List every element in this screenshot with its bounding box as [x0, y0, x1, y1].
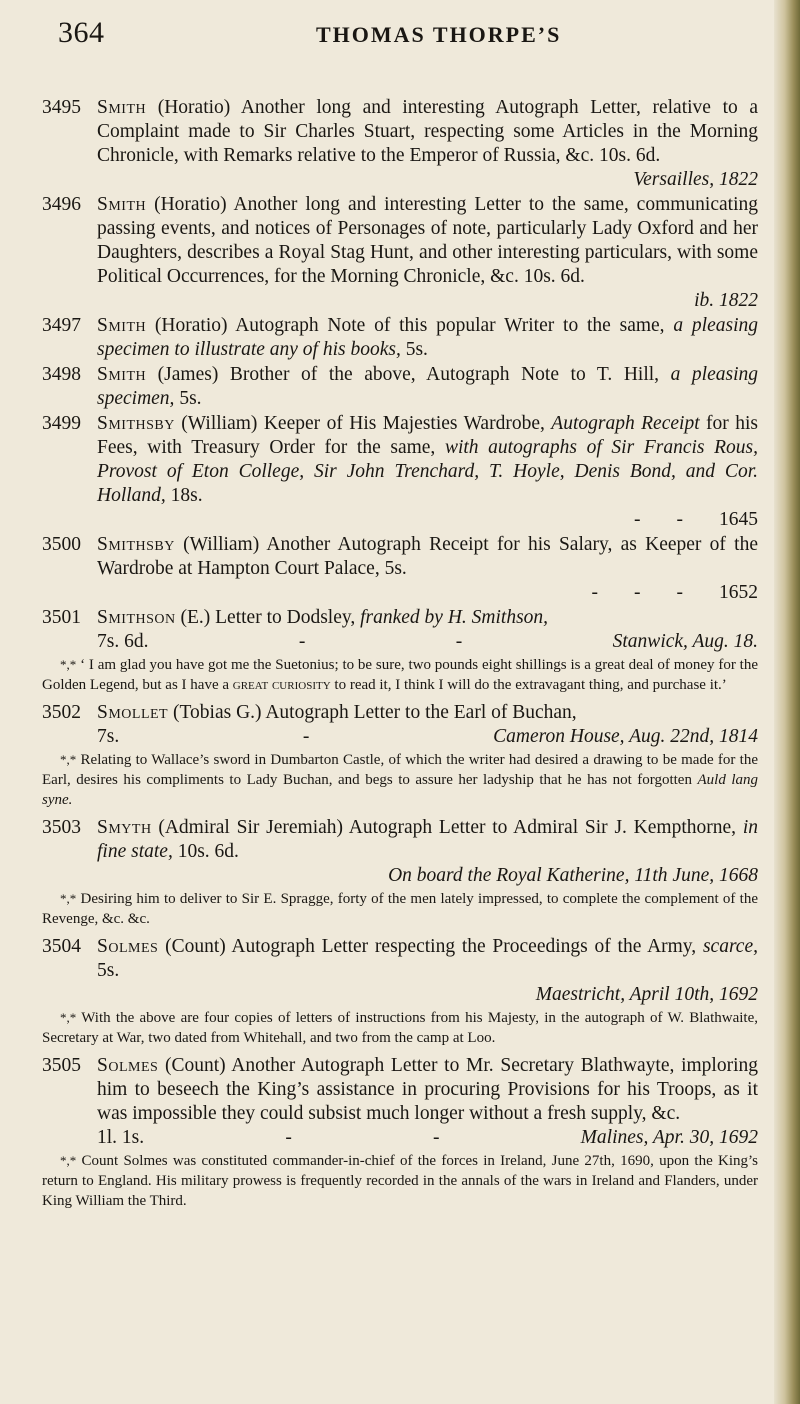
entry-number: 3505	[42, 1055, 81, 1076]
entry-price: 5s.	[174, 388, 202, 409]
entry-place-date	[97, 289, 758, 313]
entry-description: (William) Keeper of His Majesties Wardrobe,	[174, 413, 552, 434]
entry-name: Smith	[97, 194, 147, 215]
footnote-italic: Auld lang syne.	[42, 772, 758, 808]
footnote-mark: *,*	[60, 657, 77, 672]
entry-place: Malines, Apr. 30,	[580, 1127, 715, 1148]
footnote-text-cont: to read it, I think I will do the extravagant thing, and purchase it.’	[330, 677, 727, 693]
entry-name: Smith	[97, 97, 147, 118]
footnote	[42, 1151, 758, 1211]
catalogue-entry	[42, 363, 758, 411]
entry-italic-note: franked by H. Smithson,	[360, 607, 549, 628]
entry-number: 3498	[42, 364, 81, 385]
catalogue-entry	[42, 193, 758, 313]
entry-date: 1668	[714, 865, 758, 886]
entry-date: 1822	[714, 290, 758, 311]
entry-description: (Count) Autograph Letter respecting the Proceedings of the Army,	[158, 936, 703, 957]
entry-date: 1822	[714, 169, 758, 190]
entry-place: Stanwick, Aug.	[612, 631, 729, 652]
entry-name: Smyth	[97, 817, 152, 838]
entry-name: Smithson	[97, 607, 176, 628]
entry-place: Maestricht, April 10th,	[535, 984, 715, 1005]
entry-description: (William) Another Autograph Receipt for his Salary, as Keeper of the Wardrobe at Hampton Court Palace, 5s.	[97, 534, 758, 579]
entry-description: (Count) Another Autograph Letter to Mr. Secretary Blathwayte, imploring him to beseech the King’s assistance in procuring Provisions for his Troops, as it was impossible they could subsist much longer without a fresh supply, &c.	[97, 1055, 758, 1124]
entry-price: 1l. 1s.	[97, 1127, 145, 1148]
entry-dash: -	[591, 582, 598, 603]
entry-price: 10s. 6d.	[172, 841, 239, 862]
entry-number: 3503	[42, 817, 81, 838]
entry-italic-note: in fine state,	[97, 817, 758, 862]
entry-place: On board the Royal Katherine, 11th June,	[388, 865, 715, 886]
entry-name: Solmes	[97, 1055, 159, 1076]
entry-place-date	[97, 983, 758, 1007]
entry-place: Cameron House, Aug. 22nd,	[493, 726, 715, 747]
entry-description-cont: for his Fees, with Treasury Order for the same,	[97, 413, 758, 458]
catalogue-entry	[42, 314, 758, 362]
entry-date: 18.	[728, 631, 758, 652]
entry-description: (Admiral Sir Jeremiah) Autograph Letter to Admiral Sir J. Kempthorne,	[151, 817, 743, 838]
footnote-mark: *,*	[60, 1010, 77, 1025]
entry-price: 7s.	[97, 726, 120, 747]
entry-dash: -	[302, 726, 310, 747]
catalogue-listing	[42, 96, 758, 1217]
catalogue-entry	[42, 935, 758, 1007]
page-edge-shadow	[774, 0, 800, 1404]
catalogue-entry	[42, 701, 758, 749]
entry-description: (E.) Letter to Dodsley,	[175, 607, 361, 628]
footnote-text: Desiring him to deliver to Sir E. Spragge, forty of the men lately impressed, to complete the complement of the Revenge, &c. &c.	[42, 891, 758, 927]
entry-name: Smithsby	[97, 534, 175, 555]
footnote-text: With the above are four copies of letters of instructions from his Majesty, in the autograph of W. Blathwaite, Secretary at War, two dated from Whitehall, and two from the camp at Loo.	[42, 1010, 758, 1046]
entry-number: 3497	[42, 315, 81, 336]
entry-name: Smith	[97, 364, 147, 385]
entry-italic-note: a pleasing specimen to illustrate any of his books,	[97, 315, 758, 360]
entry-date: 1692	[714, 984, 758, 1005]
entry-dash: -	[634, 582, 641, 603]
running-title: THOMAS THORPE’S	[316, 22, 562, 47]
entry-date: 1692	[714, 1127, 758, 1148]
entry-price: 7s. 6d.	[97, 631, 149, 652]
entry-dash: -	[676, 582, 683, 603]
entry-name: Solmes	[97, 936, 159, 957]
entry-name: Smith	[97, 315, 147, 336]
footnote	[42, 889, 758, 929]
entry-dash: -	[298, 631, 306, 652]
footnote-caps: great curiosity	[232, 677, 331, 693]
entry-place-date	[97, 864, 758, 888]
entry-description: (Horatio) Another long and interesting Letter to the same, communicating passing events, and notices of Personages of note, particularly Lady Oxford and her Daughters, describes a Royal Stag Hunt, and other interesting particulars, with some Political Occurrences, for the Morning Chronicle, &c. 10s. 6d.	[97, 194, 758, 287]
footnote-text: Relating to Wallace’s sword in Dumbarton Castle, of which the writer had desired a drawing to be made for the Earl, desires his compliments to Lady Buchan, and begs to assure her ladyship that he has not forgotten	[42, 752, 758, 788]
entry-description: (James) Brother of the above, Autograph Note to T. Hill,	[146, 364, 671, 385]
entry-place-date	[97, 1126, 758, 1150]
entry-number: 3499	[42, 413, 81, 434]
entry-dash: -	[432, 1127, 440, 1148]
catalogue-entry	[42, 606, 758, 654]
entry-italic-note: Autograph Receipt	[551, 413, 700, 434]
footnote-mark: *,*	[60, 1153, 77, 1168]
entry-name: Smollet	[97, 702, 169, 723]
entry-italic-note: scarce,	[702, 936, 758, 957]
catalogue-entry	[42, 533, 758, 605]
entry-name: Smithsby	[97, 413, 175, 434]
entry-number: 3501	[42, 607, 81, 628]
entry-dash: -	[676, 509, 683, 530]
entry-description: (Horatio) Another long and interesting Autograph Letter, relative to a Complaint made to Sir Charles Stuart, respecting some Articles in the Morning Chronicle, with Remarks relative to the Emperor of Russia, &c. 10s. 6d.	[97, 97, 758, 166]
catalogue-entry	[42, 412, 758, 532]
footnote-text: ‘ I am glad you have got me the Suetonius; to be sure, two pounds eight shillings is a great deal of money for the Golden Legend, but as I have a	[42, 657, 758, 693]
entry-italic-note-2: with autographs of Sir Francis Rous, Provost of Eton College, Sir John Trenchard, T. Hoyle, Denis Bond, and Cor. Holland,	[97, 437, 758, 506]
entry-place-date	[97, 168, 758, 192]
entry-place-date	[97, 725, 758, 749]
entry-description: (Horatio) Autograph Note of this popular Writer to the same,	[146, 315, 674, 336]
entry-number: 3495	[42, 97, 81, 118]
entry-date: 1814	[714, 726, 758, 747]
entry-number: 3500	[42, 534, 81, 555]
entry-dash: -	[455, 631, 463, 652]
entry-dash: -	[634, 509, 641, 530]
catalogue-entry	[42, 816, 758, 888]
entry-price: 5s.	[400, 339, 428, 360]
entry-description: (Tobias G.) Autograph Letter to the Earl of Buchan,	[168, 702, 577, 723]
entry-price: 18s.	[165, 485, 203, 506]
entry-italic-note: a pleasing specimen,	[97, 364, 758, 409]
footnote-mark: *,*	[60, 891, 77, 906]
page-header	[58, 16, 758, 56]
footnote	[42, 1008, 758, 1048]
entry-dash: -	[285, 1127, 292, 1148]
footnote-text: Count Solmes was constituted commander-in-chief of the forces in Ireland, June 27th, 1690, upon the King’s return to England. His military prowess is frequently recorded in the annals of the wars in Ireland and Flanders, under King William the Third.	[42, 1153, 758, 1209]
entry-price: 5s.	[97, 960, 120, 981]
entry-number: 3504	[42, 936, 81, 957]
entry-place: ib.	[694, 290, 715, 311]
entry-place: Versailles,	[633, 169, 715, 190]
entry-date: 1652	[719, 582, 758, 603]
entry-number: 3496	[42, 194, 81, 215]
footnote	[42, 655, 758, 695]
footnote	[42, 750, 758, 810]
catalogue-entry	[42, 1054, 758, 1150]
footnote-mark: *,*	[60, 752, 77, 767]
entry-place-date	[97, 581, 758, 605]
catalogue-entry	[42, 96, 758, 192]
page-number: 364	[58, 16, 105, 49]
entry-date: 1645	[719, 509, 758, 530]
entry-number: 3502	[42, 702, 81, 723]
entry-place-date	[97, 630, 758, 654]
entry-place-date	[97, 508, 758, 532]
